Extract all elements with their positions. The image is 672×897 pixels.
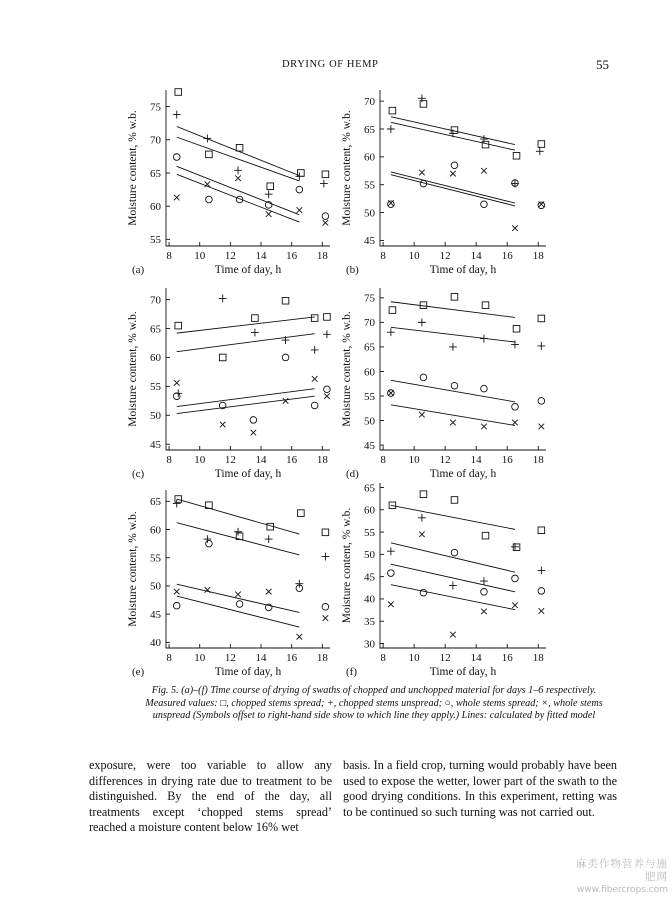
circle-marker xyxy=(481,589,488,596)
x-tick-label: 12 xyxy=(439,652,451,664)
cross-marker xyxy=(297,207,303,213)
x-tick-label: 8 xyxy=(166,652,172,664)
y-tick-label: 65 xyxy=(364,341,375,354)
plus-marker xyxy=(219,295,227,303)
y-tick-label: 70 xyxy=(364,317,375,330)
square-marker xyxy=(206,151,213,158)
x-tick-label: 10 xyxy=(408,652,420,664)
axis-lines xyxy=(166,490,330,648)
square-marker xyxy=(513,152,520,159)
y-axis-title: Moisture content, % w.b. xyxy=(127,511,139,627)
y-tick-label: 35 xyxy=(364,616,375,629)
x-tick-label: 16 xyxy=(286,652,298,664)
x-tick-label: 10 xyxy=(408,250,420,262)
plus-marker xyxy=(203,135,211,143)
circle-marker xyxy=(538,202,545,209)
x-tick-label: 14 xyxy=(470,652,482,664)
y-tick-label: 65 xyxy=(150,323,161,336)
y-tick-label: 60 xyxy=(364,151,375,164)
chart-panel-f xyxy=(341,482,546,678)
square-marker xyxy=(322,171,329,178)
circle-marker xyxy=(451,549,458,556)
plus-marker xyxy=(480,335,488,343)
fitted-model-line xyxy=(177,396,315,413)
fitted-model-line xyxy=(391,543,515,572)
y-tick-label: 55 xyxy=(364,179,375,192)
square-marker xyxy=(311,315,318,322)
x-tick-label: 18 xyxy=(316,250,328,262)
circle-marker xyxy=(250,417,257,424)
fitted-model-line xyxy=(177,317,315,333)
y-tick-label: 45 xyxy=(150,608,161,621)
circle-marker xyxy=(206,196,213,203)
x-tick-label: 12 xyxy=(439,250,451,262)
y-tick-label: 70 xyxy=(150,134,161,147)
x-tick-label: 18 xyxy=(316,652,328,664)
figure-caption: Fig. 5. (a)–(f) Time course of drying of swaths of chopped and unchopped material for days 1–6 respectively. Measured values: □, chopped stems spread; +, chopped stems unspread; ○, whole stems spread; ×, whole stems unspread (Symbols offset to right-hand side show to which line they apply.) Lines: calculated by fitted model xyxy=(145,685,603,721)
x-tick-label: 10 xyxy=(194,454,206,466)
square-marker xyxy=(451,497,458,504)
circle-marker xyxy=(322,213,329,220)
panel-label: (e) xyxy=(132,666,145,678)
y-tick-label: 60 xyxy=(364,504,375,517)
y-tick-label: 70 xyxy=(364,95,375,108)
axis-lines xyxy=(380,288,546,450)
cross-marker xyxy=(388,601,394,607)
circle-marker xyxy=(282,354,289,361)
cross-marker xyxy=(174,380,180,386)
circle-marker xyxy=(311,402,318,409)
y-tick-label: 50 xyxy=(364,415,375,428)
x-tick-label: 18 xyxy=(316,454,328,466)
square-marker xyxy=(482,532,489,539)
plus-marker xyxy=(173,111,181,119)
x-tick-label: 14 xyxy=(255,250,267,262)
axis-lines xyxy=(166,288,330,450)
fitted-model-line xyxy=(391,172,515,203)
square-marker xyxy=(420,491,427,498)
y-tick-label: 65 xyxy=(364,482,375,495)
square-marker xyxy=(236,144,243,151)
chart-panel-c xyxy=(127,288,331,480)
x-tick-label: 12 xyxy=(224,250,236,262)
cross-marker xyxy=(450,632,456,638)
plus-marker xyxy=(537,567,545,575)
cross-marker xyxy=(235,175,241,181)
x-tick-label: 10 xyxy=(194,250,206,262)
fitted-model-line xyxy=(391,380,515,402)
fitted-model-line xyxy=(391,505,515,529)
circle-marker xyxy=(481,201,488,208)
x-tick-label: 18 xyxy=(532,454,544,466)
cross-marker xyxy=(205,587,211,593)
y-tick-label: 65 xyxy=(150,167,161,180)
plus-marker xyxy=(265,190,273,198)
plus-marker xyxy=(449,582,457,590)
circle-marker xyxy=(512,575,519,582)
square-marker xyxy=(482,302,489,309)
y-tick-label: 70 xyxy=(150,294,161,307)
cross-marker xyxy=(174,195,180,201)
x-tick-label: 8 xyxy=(380,250,386,262)
y-axis-title: Moisture content, % w.b. xyxy=(341,311,353,427)
fitted-model-line xyxy=(177,334,315,352)
plus-marker xyxy=(449,130,457,138)
x-axis-title: Time of day, h xyxy=(429,264,497,276)
x-tick-label: 12 xyxy=(224,652,236,664)
plus-marker xyxy=(480,135,488,143)
x-tick-label: 10 xyxy=(194,652,206,664)
cross-marker xyxy=(539,608,545,614)
y-tick-label: 75 xyxy=(364,292,375,305)
x-tick-label: 8 xyxy=(380,652,386,664)
chart-panel-b xyxy=(341,90,546,276)
circle-marker xyxy=(512,404,519,411)
cross-marker xyxy=(323,615,329,621)
square-marker xyxy=(322,529,329,536)
plus-marker xyxy=(295,172,303,180)
square-marker xyxy=(451,294,458,301)
site-watermark xyxy=(568,858,668,897)
plus-marker xyxy=(311,346,319,354)
cross-marker xyxy=(266,211,272,217)
x-tick-label: 16 xyxy=(286,250,298,262)
plus-marker xyxy=(449,343,457,351)
cross-marker xyxy=(388,390,394,396)
axis-lines xyxy=(166,90,330,246)
panel-label: (c) xyxy=(132,468,145,480)
circle-marker xyxy=(173,154,180,161)
cross-marker xyxy=(450,420,456,426)
fitted-model-line xyxy=(177,584,300,612)
square-marker xyxy=(324,314,331,321)
circle-marker xyxy=(322,604,329,611)
y-tick-label: 55 xyxy=(150,234,161,247)
cross-marker xyxy=(450,171,456,177)
y-tick-label: 65 xyxy=(364,123,375,136)
y-tick-label: 50 xyxy=(150,410,161,423)
watermark-url: www.fibercrops.com xyxy=(577,885,668,895)
x-axis-title: Time of day, h xyxy=(214,666,282,678)
x-axis-title: Time of day, h xyxy=(429,468,497,480)
plus-marker xyxy=(418,514,426,522)
x-axis-title: Time of day, h xyxy=(214,468,282,480)
y-tick-label: 50 xyxy=(150,580,161,593)
x-tick-label: 14 xyxy=(470,454,482,466)
x-tick-label: 14 xyxy=(255,652,267,664)
axis-lines xyxy=(380,90,546,246)
x-tick-label: 8 xyxy=(166,250,172,262)
cross-marker xyxy=(539,424,545,430)
x-tick-label: 10 xyxy=(408,454,420,466)
body-text-right-column: basis. In a field crop, turning would probably have been used to expose the wetter, lower part of the swath to the good drying conditions. In this experiment, retting was to be continued so such turning was not carried out. xyxy=(343,758,617,819)
circle-marker xyxy=(388,201,395,208)
y-tick-label: 45 xyxy=(364,439,375,452)
y-tick-label: 60 xyxy=(150,524,161,537)
y-tick-label: 40 xyxy=(364,593,375,606)
y-tick-label: 60 xyxy=(150,352,161,365)
circle-marker xyxy=(420,374,427,381)
cross-marker xyxy=(512,420,518,426)
y-tick-label: 60 xyxy=(150,200,161,213)
cross-marker xyxy=(266,589,272,595)
chart-panel-e xyxy=(127,490,330,678)
y-axis-title: Moisture content, % w.b. xyxy=(341,507,353,624)
x-tick-label: 18 xyxy=(532,652,544,664)
circle-marker xyxy=(173,602,180,609)
x-axis-title: Time of day, h xyxy=(429,666,497,678)
y-tick-label: 65 xyxy=(150,496,161,509)
square-marker xyxy=(175,322,182,329)
y-tick-label: 75 xyxy=(150,101,161,114)
square-marker xyxy=(538,527,545,534)
circle-marker xyxy=(451,382,458,389)
circle-marker xyxy=(173,393,180,400)
cross-marker xyxy=(312,376,318,382)
circle-marker xyxy=(296,186,303,193)
page-number: 55 xyxy=(596,57,609,72)
square-marker xyxy=(175,89,182,96)
square-marker xyxy=(482,141,489,148)
watermark-name: 麻类作物营养与施肥网 xyxy=(576,858,668,883)
plus-marker xyxy=(323,330,331,338)
cross-marker xyxy=(323,220,329,226)
plus-marker xyxy=(387,328,395,336)
x-tick-label: 18 xyxy=(532,250,544,262)
circle-marker xyxy=(538,588,545,595)
fitted-model-line xyxy=(391,302,515,318)
circle-marker xyxy=(388,570,395,577)
circle-marker xyxy=(206,540,213,547)
square-marker xyxy=(282,297,289,304)
fitted-model-line xyxy=(391,327,515,342)
y-axis-title: Moisture content, % w.b. xyxy=(127,311,139,427)
panel-label: (a) xyxy=(132,264,145,276)
x-tick-label: 12 xyxy=(439,454,451,466)
y-tick-label: 45 xyxy=(364,235,375,248)
cross-marker xyxy=(324,393,330,399)
body-text-left-column: exposure, were too variable to allow any differences in drying rate due to treatment to be distinguished. By the end of the day, all treatments except ‘chopped stems spread’ reached a moisture content below 16% wet xyxy=(89,758,332,835)
circle-marker xyxy=(538,398,545,405)
x-tick-label: 16 xyxy=(501,454,513,466)
cross-marker xyxy=(481,168,487,174)
x-tick-label: 16 xyxy=(501,250,513,262)
y-tick-label: 55 xyxy=(364,390,375,403)
square-marker xyxy=(252,315,259,322)
cross-marker xyxy=(512,602,518,608)
plus-marker xyxy=(418,318,426,326)
cross-marker xyxy=(419,531,425,537)
square-marker xyxy=(267,183,274,190)
fitted-model-line xyxy=(177,174,300,222)
cross-marker xyxy=(297,634,303,640)
cross-marker xyxy=(419,412,425,418)
y-tick-label: 50 xyxy=(364,549,375,562)
cross-marker xyxy=(481,424,487,430)
x-tick-label: 16 xyxy=(286,454,298,466)
running-title: DRYING OF HEMP xyxy=(282,59,379,70)
y-tick-label: 30 xyxy=(364,638,375,651)
x-tick-label: 8 xyxy=(166,454,172,466)
plus-marker xyxy=(387,547,395,555)
circle-marker xyxy=(451,162,458,169)
plus-marker xyxy=(418,94,426,102)
panel-label: (f) xyxy=(346,666,357,678)
plus-marker xyxy=(536,147,544,155)
plus-marker xyxy=(234,528,242,536)
panel-label: (b) xyxy=(346,264,359,276)
circle-marker xyxy=(236,601,243,608)
square-marker xyxy=(389,107,396,114)
x-tick-label: 14 xyxy=(470,250,482,262)
square-marker xyxy=(513,325,520,332)
plus-marker xyxy=(203,535,211,543)
square-marker xyxy=(389,307,396,314)
y-tick-label: 50 xyxy=(364,207,375,220)
circle-marker xyxy=(481,385,488,392)
plus-marker xyxy=(387,125,395,133)
square-marker xyxy=(538,141,545,148)
y-tick-label: 55 xyxy=(364,526,375,539)
cross-marker xyxy=(283,398,289,404)
y-axis-title: Moisture content, % w.b. xyxy=(341,110,353,226)
plus-marker xyxy=(234,166,242,174)
cross-marker xyxy=(235,592,241,598)
plus-marker xyxy=(322,553,330,561)
x-tick-label: 8 xyxy=(380,454,386,466)
x-tick-label: 14 xyxy=(255,454,267,466)
plus-marker xyxy=(251,329,259,337)
y-tick-label: 40 xyxy=(150,637,161,650)
circle-marker xyxy=(420,589,427,596)
fitted-model-line xyxy=(391,175,515,206)
plus-marker xyxy=(537,342,545,350)
cross-marker xyxy=(481,609,487,615)
square-marker xyxy=(538,315,545,322)
plus-marker xyxy=(173,500,181,508)
chart-panel-d xyxy=(341,288,546,480)
y-axis-title: Moisture content, % w.b. xyxy=(127,110,139,226)
plus-marker xyxy=(265,535,273,543)
y-tick-label: 45 xyxy=(150,439,161,452)
circle-marker xyxy=(324,386,331,393)
fitted-model-line xyxy=(177,389,315,407)
x-axis-title: Time of day, h xyxy=(214,264,282,276)
cross-marker xyxy=(174,589,180,595)
cross-marker xyxy=(419,170,425,176)
x-tick-label: 16 xyxy=(501,652,513,664)
cross-marker xyxy=(512,225,518,231)
plus-marker xyxy=(320,180,328,188)
y-tick-label: 60 xyxy=(364,366,375,379)
cross-marker xyxy=(220,422,226,428)
x-tick-label: 12 xyxy=(224,454,236,466)
cross-marker xyxy=(251,430,257,436)
y-tick-label: 55 xyxy=(150,381,161,394)
y-tick-label: 55 xyxy=(150,552,161,565)
square-marker xyxy=(298,510,305,517)
y-tick-label: 45 xyxy=(364,571,375,584)
square-marker xyxy=(219,354,226,361)
fitted-model-line xyxy=(177,137,300,181)
fitted-model-line xyxy=(177,523,300,555)
chart-panel-a xyxy=(127,89,330,276)
square-marker xyxy=(420,101,427,108)
panel-label: (d) xyxy=(346,468,359,480)
